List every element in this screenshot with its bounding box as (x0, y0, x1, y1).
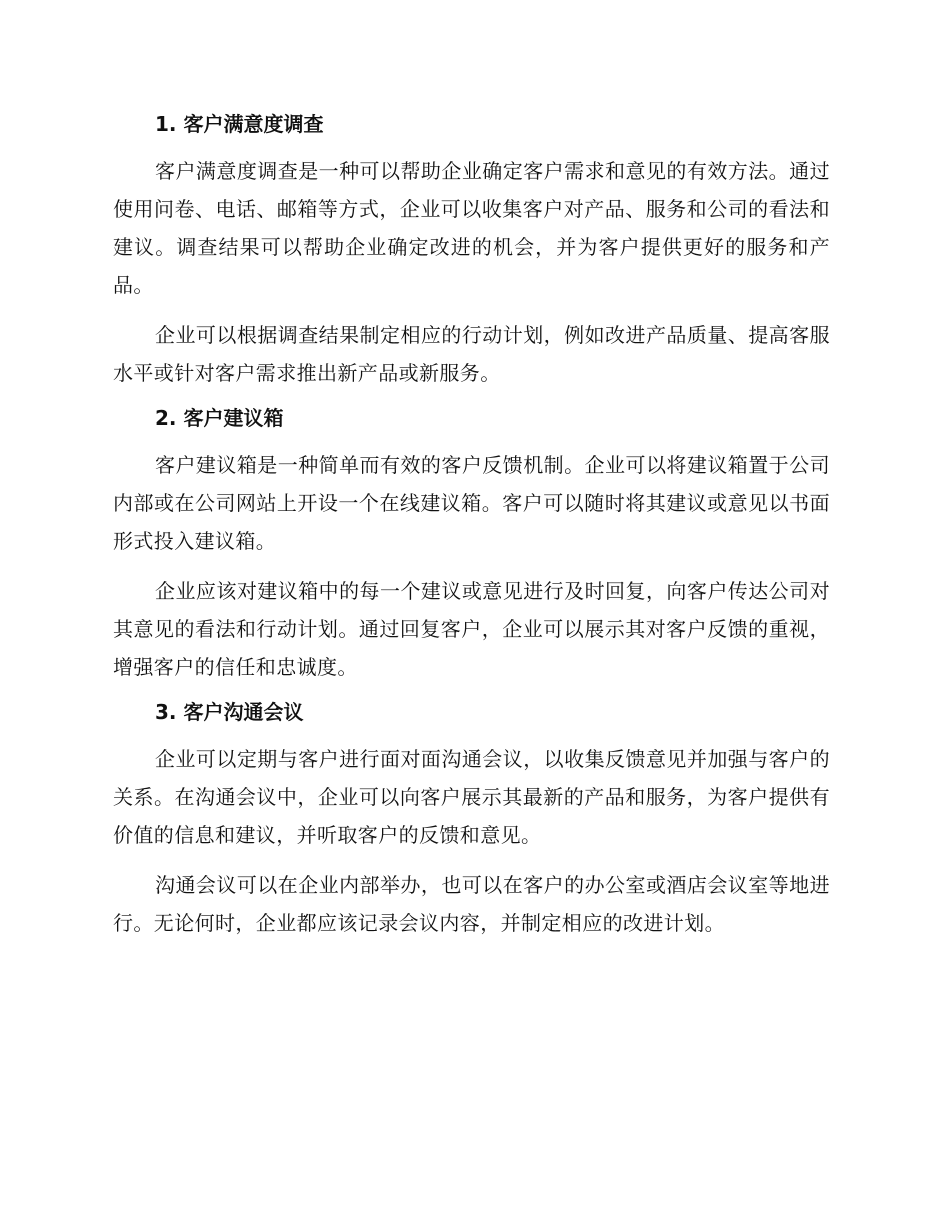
document-body (113, 110, 830, 954)
paragraph: 客户建议箱是一种简单而有效的客户反馈机制。企业可以将建议箱置于公司内部或在公司网站上开设一个在线建议箱。客户可以随时将其建议或意见以书面形式投入建议箱。 (113, 453, 830, 553)
paragraph: 沟通会议可以在企业内部举办，也可以在客户的办公室或酒店会议室等地进行。无论何时，企业都应该记录会议内容，并制定相应的改进计划。 (113, 873, 830, 935)
paragraph: 企业可以根据调查结果制定相应的行动计划，例如改进产品质量、提高客服水平或针对客户需求推出新产品或新服务。 (113, 323, 830, 385)
section-heading: 2. 客户建议箱 (155, 406, 284, 430)
paragraph: 企业应该对建议箱中的每一个建议或意见进行及时回复，向客户传达公司对其意见的看法和行动计划。通过回复客户，企业可以展示其对客户反馈的重视，增强客户的信任和忠诚度。 (113, 579, 830, 679)
section-heading: 1. 客户满意度调查 (155, 112, 324, 136)
section-heading: 3. 客户沟通会议 (155, 700, 304, 724)
section-customer-communication-meeting (113, 698, 830, 942)
section-customer-suggestion-box (113, 404, 830, 686)
paragraph: 企业可以定期与客户进行面对面沟通会议，以收集反馈意见并加强与客户的关系。在沟通会议中，企业可以向客户展示其最新的产品和服务，为客户提供有价值的信息和建议，并听取客户的反馈和意见。 (113, 747, 830, 847)
section-customer-satisfaction-survey (113, 110, 830, 392)
paragraph: 客户满意度调查是一种可以帮助企业确定客户需求和意见的有效方法。通过使用问卷、电话、邮箱等方式，企业可以收集客户对产品、服务和公司的看法和建议。调查结果可以帮助企业确定改进的机会，并为客户提供更好的服务和产品。 (113, 159, 830, 297)
